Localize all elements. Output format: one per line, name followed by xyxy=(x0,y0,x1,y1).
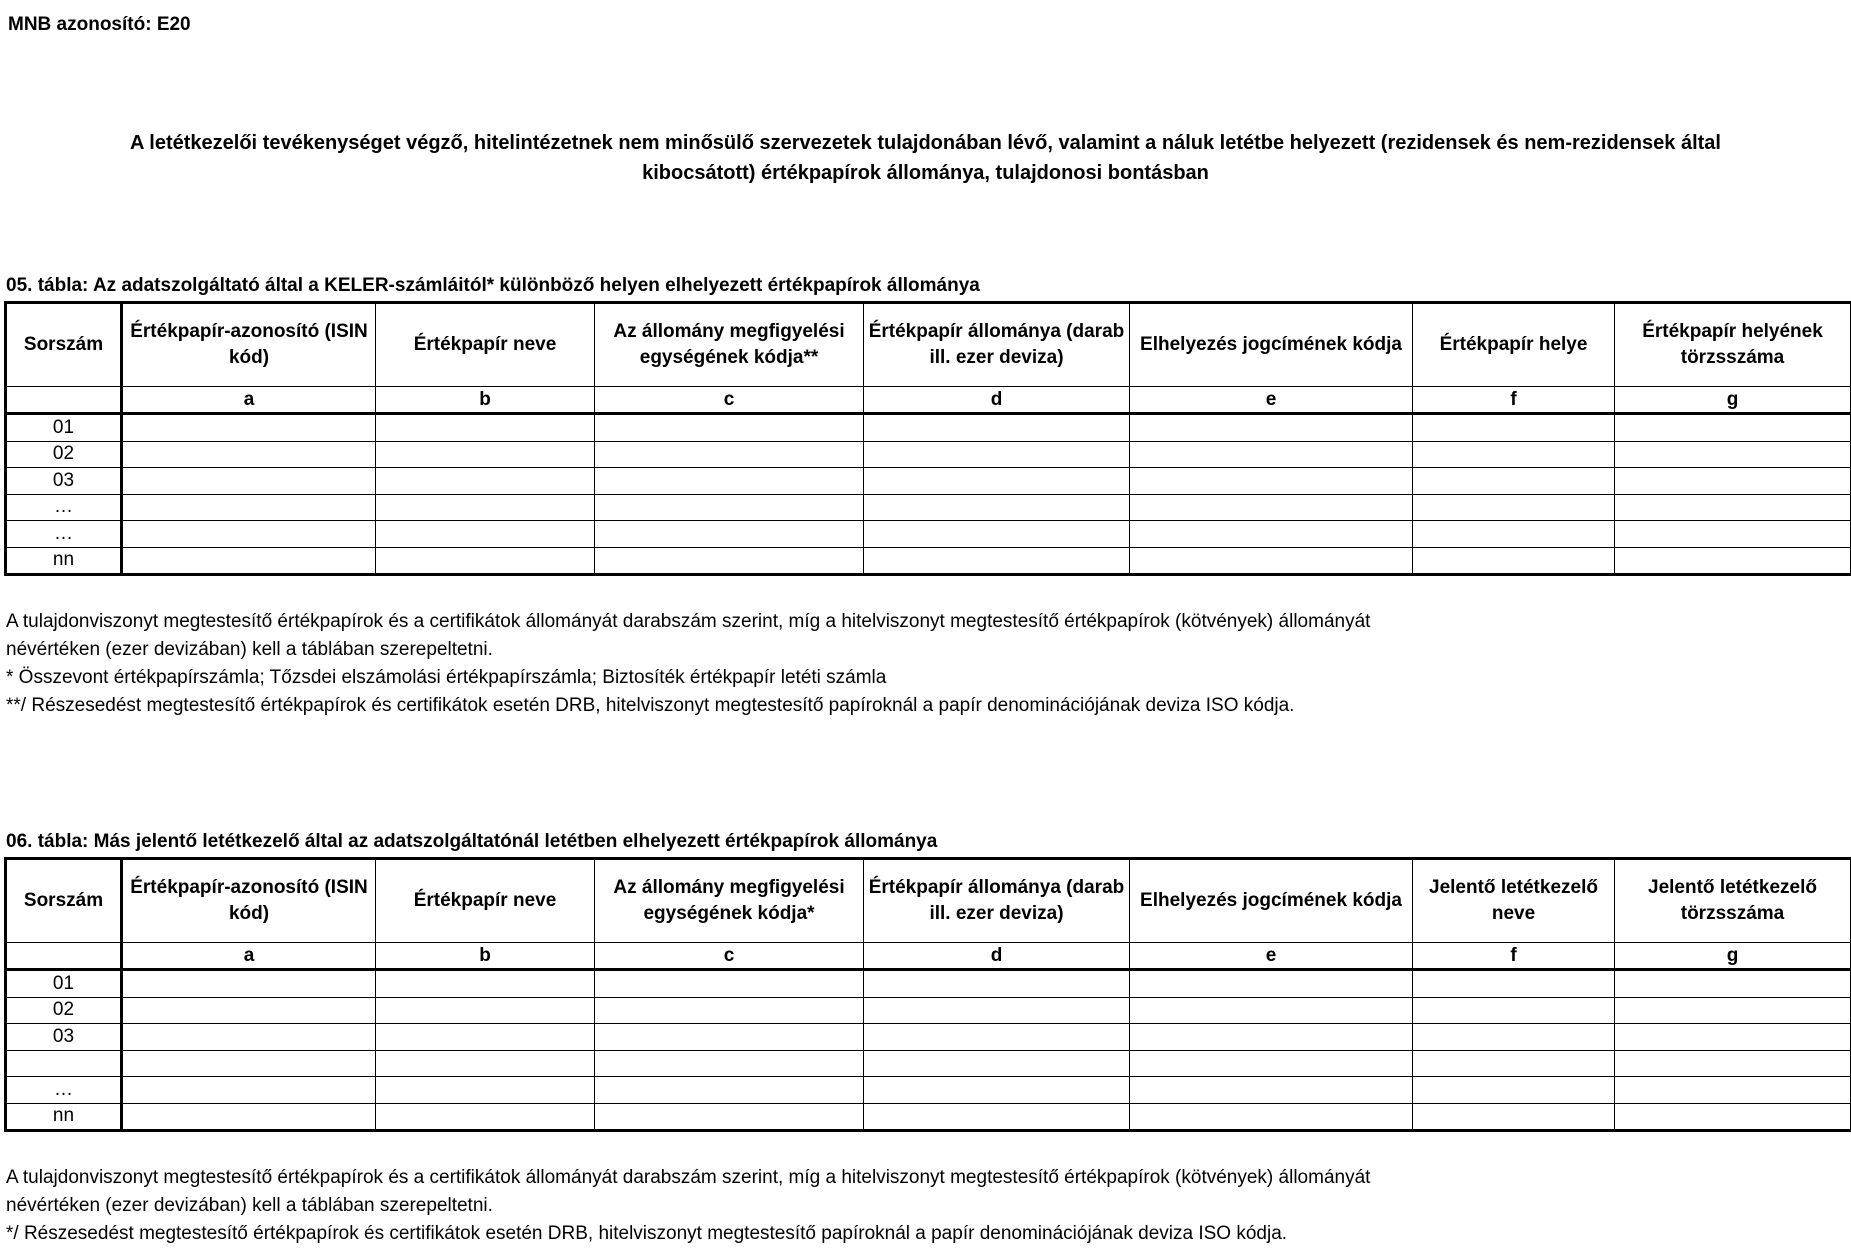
data-cell[interactable] xyxy=(864,494,1130,521)
table-row xyxy=(6,1024,1851,1051)
data-cell[interactable] xyxy=(1130,441,1413,468)
data-cell[interactable] xyxy=(376,468,595,495)
table-05-header-row xyxy=(6,303,1851,387)
row-number: … xyxy=(6,494,122,521)
data-cell[interactable] xyxy=(122,997,376,1024)
letter-cell: d xyxy=(864,387,1130,414)
table-row xyxy=(6,997,1851,1024)
data-cell[interactable] xyxy=(864,1103,1130,1131)
letter-cell: b xyxy=(376,387,595,414)
data-cell[interactable] xyxy=(1615,1024,1851,1051)
data-cell[interactable] xyxy=(1130,1103,1413,1131)
data-cell[interactable] xyxy=(122,1103,376,1131)
data-cell[interactable] xyxy=(1130,1050,1413,1077)
data-cell[interactable] xyxy=(122,414,376,442)
data-cell[interactable] xyxy=(1130,494,1413,521)
data-cell[interactable] xyxy=(122,547,376,575)
column-header-isin: Értékpapír-azonosító (ISIN kód) xyxy=(122,303,376,387)
data-cell[interactable] xyxy=(1615,1103,1851,1131)
letter-cell: c xyxy=(595,943,864,970)
data-cell[interactable] xyxy=(595,1077,864,1104)
table-row xyxy=(6,970,1851,998)
data-cell[interactable] xyxy=(376,414,595,442)
data-cell[interactable] xyxy=(595,441,864,468)
mnb-identifier: MNB azonosító: E20 xyxy=(8,14,191,35)
data-cell[interactable] xyxy=(1413,468,1615,495)
column-header-name: Értékpapír neve xyxy=(376,303,595,387)
data-cell[interactable] xyxy=(1413,521,1615,548)
data-cell[interactable] xyxy=(595,1050,864,1077)
letter-cell: e xyxy=(1130,387,1413,414)
table-row xyxy=(6,1077,1851,1104)
data-cell[interactable] xyxy=(1615,997,1851,1024)
data-cell[interactable] xyxy=(122,1077,376,1104)
data-cell[interactable] xyxy=(122,1050,376,1077)
data-cell[interactable] xyxy=(1615,1050,1851,1077)
data-cell[interactable] xyxy=(1413,1103,1615,1131)
column-header-location: Értékpapír helye xyxy=(1413,303,1615,387)
letter-cell: a xyxy=(122,387,376,414)
data-cell[interactable] xyxy=(376,441,595,468)
column-header-name: Értékpapír neve xyxy=(376,859,595,943)
letter-cell: f xyxy=(1413,943,1615,970)
column-header-holdings: Értékpapír állománya (darab ill. ezer deviza) xyxy=(864,859,1130,943)
data-cell[interactable] xyxy=(1413,970,1615,998)
data-cell[interactable] xyxy=(122,1024,376,1051)
data-cell[interactable] xyxy=(595,997,864,1024)
data-cell[interactable] xyxy=(1130,468,1413,495)
note-line: A tulajdonviszonyt megtestesítő értékpapírok és a certifikátok állományát darabszám szerint, míg a hitelviszonyt megtestesítő értékpapírok (kötvények) állományát xyxy=(6,1167,1371,1188)
data-cell[interactable] xyxy=(122,441,376,468)
data-cell[interactable] xyxy=(864,1024,1130,1051)
note-line: **/ Részesedést megtestesítő értékpapírok és certifikátok esetén DRB, hitelviszonyt megtestesítő papíroknál a papír denominációjának deviza ISO kódja. xyxy=(6,695,1295,716)
data-cell[interactable] xyxy=(595,494,864,521)
table-05-letter-row xyxy=(6,387,1851,414)
data-cell[interactable] xyxy=(376,1103,595,1131)
table-06-notes xyxy=(6,1164,1846,1248)
table-row xyxy=(6,494,1851,521)
table-05-notes xyxy=(6,608,1846,720)
letter-cell: f xyxy=(1413,387,1615,414)
data-cell[interactable] xyxy=(1130,1024,1413,1051)
table-06-caption: 06. tábla: Más jelentő letétkezelő által az adatszolgáltatónál letétben elhelyezett értékpapírok állománya xyxy=(6,831,938,852)
row-number: 02 xyxy=(6,441,122,468)
data-cell[interactable] xyxy=(864,468,1130,495)
data-cell[interactable] xyxy=(1615,970,1851,998)
data-cell[interactable] xyxy=(595,1024,864,1051)
data-cell[interactable] xyxy=(1615,494,1851,521)
data-cell[interactable] xyxy=(1615,414,1851,442)
data-cell[interactable] xyxy=(376,1050,595,1077)
data-cell[interactable] xyxy=(1130,547,1413,575)
data-cell[interactable] xyxy=(864,1050,1130,1077)
table-row xyxy=(6,468,1851,495)
data-cell[interactable] xyxy=(122,970,376,998)
column-header-sorszam: Sorszám xyxy=(6,859,122,943)
letter-cell: e xyxy=(1130,943,1413,970)
row-number: 02 xyxy=(6,997,122,1024)
table-06-letter-row xyxy=(6,943,1851,970)
letter-cell: g xyxy=(1615,387,1851,414)
column-header-sorszam: Sorszám xyxy=(6,303,122,387)
data-cell[interactable] xyxy=(595,414,864,442)
letter-cell: a xyxy=(122,943,376,970)
table-row xyxy=(6,1103,1851,1131)
table-05 xyxy=(4,301,1851,576)
page-title-line-1: A letétkezelői tevékenységet végző, hitelintézetnek nem minősülő szervezetek tulajdonában lévő, valamint a náluk letétbe helyezett (rezidensek és nem-rezidensek által xyxy=(130,132,1721,154)
column-header-title-code: Elhelyezés jogcímének kódja xyxy=(1130,859,1413,943)
note-line: névértéken (ezer devizában) kell a táblában szerepeltetni. xyxy=(6,1195,493,1216)
column-header-unit-code: Az állomány megfigyelési egységének kódja* xyxy=(595,859,864,943)
data-cell[interactable] xyxy=(864,970,1130,998)
letter-cell-empty xyxy=(6,943,122,970)
column-header-unit-code: Az állomány megfigyelési egységének kódja** xyxy=(595,303,864,387)
row-number: … xyxy=(6,521,122,548)
data-cell[interactable] xyxy=(1413,1050,1615,1077)
column-header-location-id: Értékpapír helyének törzsszáma xyxy=(1615,303,1851,387)
data-cell[interactable] xyxy=(122,468,376,495)
data-cell[interactable] xyxy=(1130,521,1413,548)
letter-cell-empty xyxy=(6,387,122,414)
data-cell[interactable] xyxy=(376,1024,595,1051)
table-06 xyxy=(4,857,1851,1132)
data-cell[interactable] xyxy=(864,997,1130,1024)
data-cell[interactable] xyxy=(1413,441,1615,468)
row-number: nn xyxy=(6,547,122,575)
data-cell[interactable] xyxy=(1130,997,1413,1024)
data-cell[interactable] xyxy=(595,547,864,575)
data-cell[interactable] xyxy=(1130,414,1413,442)
data-cell[interactable] xyxy=(595,1103,864,1131)
row-number: 01 xyxy=(6,414,122,442)
table-05-caption: 05. tábla: Az adatszolgáltató által a KELER-számláitól* különböző helyen elhelyezett értékpapírok állománya xyxy=(6,275,980,296)
row-number: 01 xyxy=(6,970,122,998)
data-cell[interactable] xyxy=(864,1077,1130,1104)
data-cell[interactable] xyxy=(122,521,376,548)
data-cell[interactable] xyxy=(1615,1077,1851,1104)
data-cell[interactable] xyxy=(1615,547,1851,575)
data-cell[interactable] xyxy=(1413,414,1615,442)
table-row xyxy=(6,521,1851,548)
table-row xyxy=(6,1050,1851,1077)
column-header-reporter-id: Jelentő letétkezelő törzsszáma xyxy=(1615,859,1851,943)
letter-cell: d xyxy=(864,943,1130,970)
column-header-title-code: Elhelyezés jogcímének kódja xyxy=(1130,303,1413,387)
data-cell[interactable] xyxy=(376,997,595,1024)
table-row xyxy=(6,414,1851,442)
table-row xyxy=(6,547,1851,575)
data-cell[interactable] xyxy=(376,1077,595,1104)
data-cell[interactable] xyxy=(595,970,864,998)
data-cell[interactable] xyxy=(1413,997,1615,1024)
data-cell[interactable] xyxy=(376,970,595,998)
row-number: 03 xyxy=(6,1024,122,1051)
letter-cell: c xyxy=(595,387,864,414)
table-06-header-row xyxy=(6,859,1851,943)
data-cell[interactable] xyxy=(595,468,864,495)
column-header-reporter-name: Jelentő letétkezelő neve xyxy=(1413,859,1615,943)
data-cell[interactable] xyxy=(1413,494,1615,521)
data-cell[interactable] xyxy=(1615,441,1851,468)
row-number: 03 xyxy=(6,468,122,495)
note-line: * Összevont értékpapírszámla; Tőzsdei elszámolási értékpapírszámla; Biztosíték értékpapír letéti számla xyxy=(6,667,887,688)
column-header-holdings: Értékpapír állománya (darab ill. ezer deviza) xyxy=(864,303,1130,387)
data-cell[interactable] xyxy=(122,494,376,521)
data-cell[interactable] xyxy=(864,547,1130,575)
table-row xyxy=(6,441,1851,468)
page-title-line-2: kibocsátott) értékpapírok állománya, tulajdonosi bontásban xyxy=(642,162,1209,184)
data-cell[interactable] xyxy=(1413,547,1615,575)
letter-cell: b xyxy=(376,943,595,970)
row-number: nn xyxy=(6,1103,122,1131)
row-number xyxy=(6,1050,122,1077)
data-cell[interactable] xyxy=(864,441,1130,468)
data-cell[interactable] xyxy=(1130,970,1413,998)
note-line: A tulajdonviszonyt megtestesítő értékpapírok és a certifikátok állományát darabszám szerint, míg a hitelviszonyt megtestesítő értékpapírok (kötvények) állományát xyxy=(6,611,1371,632)
note-line: */ Részesedést megtestesítő értékpapírok és certifikátok esetén DRB, hitelviszonyt megtestesítő papíroknál a papír denominációjának deviza ISO kódja. xyxy=(6,1223,1288,1244)
data-cell[interactable] xyxy=(1413,1077,1615,1104)
row-number: … xyxy=(6,1077,122,1104)
data-cell[interactable] xyxy=(864,414,1130,442)
data-cell[interactable] xyxy=(376,494,595,521)
page-title xyxy=(20,128,1831,188)
data-cell[interactable] xyxy=(1130,1077,1413,1104)
data-cell[interactable] xyxy=(1413,1024,1615,1051)
note-line: névértéken (ezer devizában) kell a táblában szerepeltetni. xyxy=(6,639,493,660)
letter-cell: g xyxy=(1615,943,1851,970)
data-cell[interactable] xyxy=(595,521,864,548)
data-cell[interactable] xyxy=(864,521,1130,548)
data-cell[interactable] xyxy=(1615,468,1851,495)
data-cell[interactable] xyxy=(1615,521,1851,548)
column-header-isin: Értékpapír-azonosító (ISIN kód) xyxy=(122,859,376,943)
data-cell[interactable] xyxy=(376,547,595,575)
data-cell[interactable] xyxy=(376,521,595,548)
